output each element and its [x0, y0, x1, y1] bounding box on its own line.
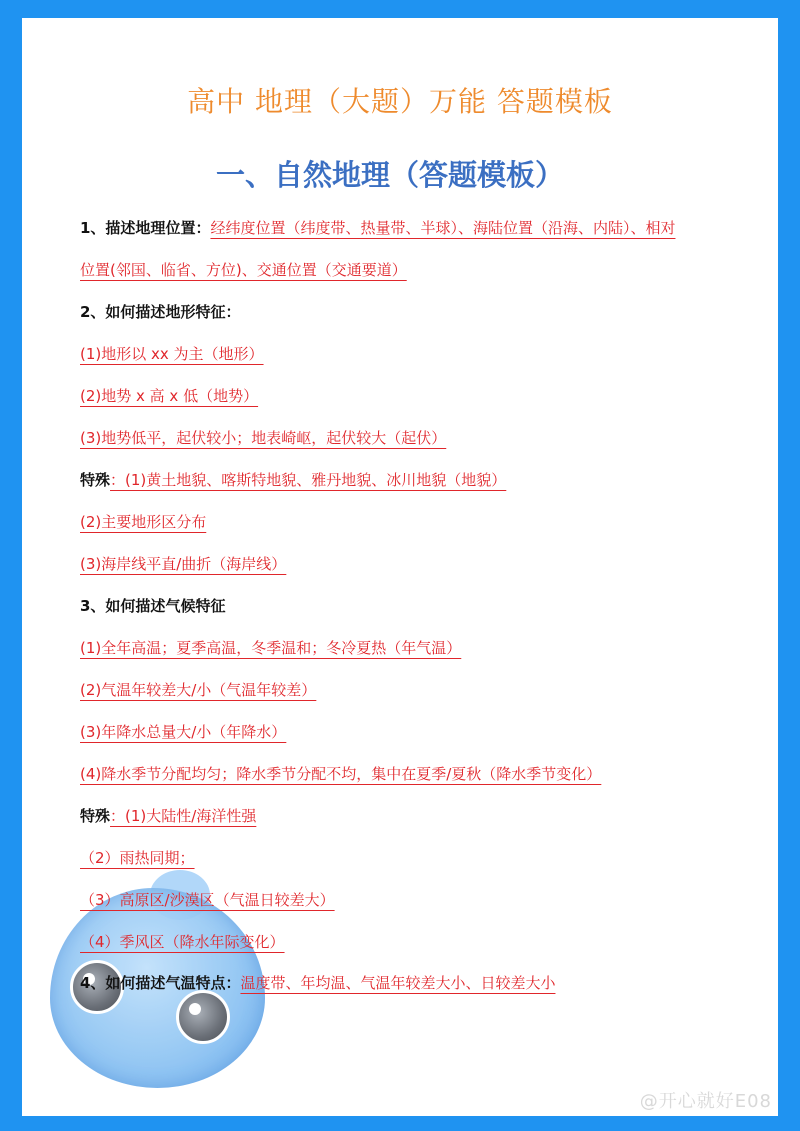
q2-item-1-text: (1)地形以 xx 为主（地形） [80, 345, 264, 363]
q2-item-3 [80, 427, 446, 448]
q3-item-3-text: (3)年降水总量大/小（年降水） [80, 723, 287, 741]
q4-label: 4、如何描述气温特点： [80, 974, 241, 992]
q3-item-3 [80, 721, 286, 742]
mascot-eye-right [176, 990, 230, 1044]
q4-text: 温度带、年均温、气温年较差大小、日较差大小 [240, 974, 556, 992]
q2-special-2-text: (2)主要地形区分布 [80, 513, 207, 531]
q1-text-cont: 位置(邻国、临省、方位)、交通位置（交通要道） [80, 261, 407, 279]
q2-item-2 [80, 385, 258, 406]
q2-special-label: 特殊 [80, 471, 111, 489]
q2-special-3-text: (3)海岸线平直/曲折（海岸线） [80, 555, 287, 573]
q1-line-2 [80, 259, 407, 280]
q2-special-3 [80, 553, 286, 574]
q2-heading [80, 301, 240, 322]
q3-item-4-text: (4)降水季节分配均匀；降水季节分配不均，集中在夏季/夏秋（降水季节变化） [80, 765, 602, 783]
q2-item-2-text: (2)地势 x 高 x 低（地势） [80, 387, 259, 405]
q3-label: 3、如何描述气候特征 [80, 597, 226, 615]
q2-label: 2、如何描述地形特征： [80, 303, 241, 321]
q2-item-1 [80, 343, 264, 364]
q3-special-2 [80, 847, 195, 868]
q2-special-2 [80, 511, 206, 532]
q3-item-2-text: (2)气温年较差大/小（气温年较差） [80, 681, 317, 699]
q3-heading [80, 595, 225, 616]
q3-special-3 [80, 889, 335, 910]
section-heading: 一、自然地理（答题模板） [215, 158, 564, 192]
q1-text: 经纬度位置（纬度带、热量带、半球）、海陆位置（沿海、内陆）、相对 [210, 219, 676, 237]
q3-item-1-text: (1)全年高温；夏季高温，冬季温和；冬冷夏热（年气温） [80, 639, 462, 657]
q4-line [80, 972, 555, 993]
q3-special-2-text: （2）雨热同期； [80, 849, 195, 867]
q3-special-label: 特殊 [80, 807, 111, 825]
q3-special-1 [80, 805, 256, 826]
q1-line-1 [80, 217, 675, 238]
page-title: 高中 地理（大题）万能 答题模板 [187, 85, 613, 118]
q2-special-1-text: ：(1)黄土地貌、喀斯特地貌、雅丹地貌、冰川地貌（地貌） [110, 471, 507, 489]
q3-item-4 [80, 763, 601, 784]
q3-item-2 [80, 679, 316, 700]
q3-special-1-text: ：(1)大陆性/海洋性强 [110, 807, 257, 825]
q3-special-3-text: （3）高原区/沙漠区（气温日较差大） [80, 891, 335, 909]
q2-special-1 [80, 469, 506, 490]
q3-special-4 [80, 931, 285, 952]
q3-special-4-text: （4）季风区（降水年际变化） [80, 933, 285, 951]
q1-label: 1、描述地理位置： [80, 219, 211, 237]
q2-item-3-text: (3)地势低平，起伏较小；地表崎岖，起伏较大（起伏） [80, 429, 447, 447]
watermark: @开心就好E08 [639, 1091, 772, 1112]
q3-item-1 [80, 637, 461, 658]
